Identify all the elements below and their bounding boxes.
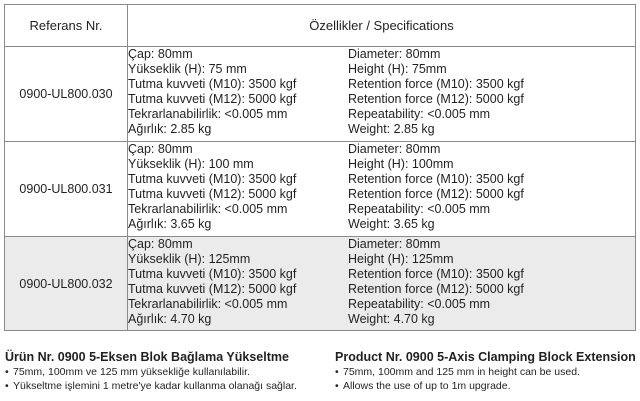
- spec-line: Diameter: 80mm: [348, 142, 441, 156]
- spec-line: Çap: 80mm: [128, 47, 193, 61]
- header-reference: Referans Nr.: [5, 5, 128, 47]
- reference-number: 0900-UL800.031: [5, 142, 128, 237]
- bullet-text: Yükseltme işlemini 1 metre'ye kadar kullanma olanağı sağlar.: [13, 380, 297, 392]
- spec-line: Tutma kuvveti (M10): 3500 kgf: [128, 267, 297, 281]
- reference-number: 0900-UL800.030: [5, 47, 128, 142]
- spec-line: Ağırlık: 4.70 kg: [128, 312, 212, 326]
- spec-turkish: [128, 142, 348, 232]
- list-item: [335, 379, 640, 393]
- spec-line: Retention force (M12): 5000 kgf: [348, 282, 524, 296]
- bullet-text: 75mm, 100mm and 125 mm in height can be used.: [343, 366, 580, 378]
- footer-turkish: [5, 350, 325, 393]
- bullet-icon: •: [335, 380, 339, 392]
- spec-line: Diameter: 80mm: [348, 47, 441, 61]
- spec-english: [348, 142, 538, 232]
- spec-cell: [128, 47, 636, 142]
- spec-line: Tutma kuvveti (M10): 3500 kgf: [128, 77, 297, 91]
- spec-line: Weight: 2.85 kg: [348, 122, 435, 136]
- product-title: Ürün Nr. 0900 5-Eksen Blok Bağlama Yükseltme: [5, 350, 289, 364]
- spec-line: Repeatability: <0.005 mm: [348, 297, 491, 311]
- spec-line: Height (H): 75mm: [348, 62, 447, 76]
- spec-line: Retention force (M10): 3500 kgf: [348, 172, 524, 186]
- spec-line: Yükseklik (H): 75 mm: [128, 62, 247, 76]
- list-item: [5, 365, 325, 379]
- spec-line: Tutma kuvveti (M12): 5000 kgf: [128, 187, 297, 201]
- product-title: Product Nr. 0900 5-Axis Clamping Block Extension: [335, 350, 636, 364]
- footer-english: [335, 350, 640, 393]
- spec-english: [348, 237, 538, 327]
- reference-number: 0900-UL800.032: [5, 237, 128, 331]
- spec-line: Yükseklik (H): 125mm: [128, 252, 251, 266]
- spec-line: Çap: 80mm: [128, 237, 193, 251]
- spec-line: Tekrarlanabilirlik: <0.005 mm: [128, 107, 288, 121]
- spec-line: Repeatability: <0.005 mm: [348, 107, 491, 121]
- specifications-table: [4, 4, 636, 331]
- spec-turkish: [128, 47, 348, 137]
- spec-line: Ağırlık: 2.85 kg: [128, 122, 212, 136]
- spec-line: Tutma kuvveti (M10): 3500 kgf: [128, 172, 297, 186]
- list-item: [335, 365, 640, 379]
- table-row: [5, 47, 636, 142]
- bullet-text: Allows the use of up to 1m upgrade.: [343, 380, 511, 392]
- spec-line: Weight: 4.70 kg: [348, 312, 435, 326]
- table-row: [5, 237, 636, 331]
- spec-line: Tutma kuvveti (M12): 5000 kgf: [128, 282, 297, 296]
- spec-line: Retention force (M12): 5000 kgf: [348, 92, 524, 106]
- spec-line: Retention force (M12): 5000 kgf: [348, 187, 524, 201]
- list-item: [5, 379, 325, 393]
- spec-turkish: [128, 237, 348, 327]
- bullet-icon: •: [5, 380, 9, 392]
- spec-cell: [128, 142, 636, 237]
- table-row: [5, 142, 636, 237]
- spec-line: Weight: 3.65 kg: [348, 217, 435, 231]
- table-header-row: [5, 5, 636, 47]
- spec-line: Çap: 80mm: [128, 142, 193, 156]
- spec-line: Height (H): 125mm: [348, 252, 454, 266]
- spec-line: Height (H): 100mm: [348, 157, 454, 171]
- spec-line: Retention force (M10): 3500 kgf: [348, 77, 524, 91]
- spec-line: Repeatability: <0.005 mm: [348, 202, 491, 216]
- spec-line: Diameter: 80mm: [348, 237, 441, 251]
- spec-line: Yükseklik (H): 100 mm: [128, 157, 254, 171]
- bullet-icon: •: [335, 366, 339, 378]
- header-specifications: Özellikler / Specifications: [128, 5, 636, 47]
- bullet-icon: •: [5, 366, 9, 378]
- spec-line: Tekrarlanabilirlik: <0.005 mm: [128, 202, 288, 216]
- spec-line: Tutma kuvveti (M12): 5000 kgf: [128, 92, 297, 106]
- spec-line: Retention force (M10): 3500 kgf: [348, 267, 524, 281]
- bullet-text: 75mm, 100mm ve 125 mm yüksekliğe kullanılabilir.: [13, 366, 250, 378]
- spec-line: Tekrarlanabilirlik: <0.005 mm: [128, 297, 288, 311]
- spec-line: Ağırlık: 3.65 kg: [128, 217, 212, 231]
- spec-english: [348, 47, 538, 137]
- spec-cell: [128, 237, 636, 331]
